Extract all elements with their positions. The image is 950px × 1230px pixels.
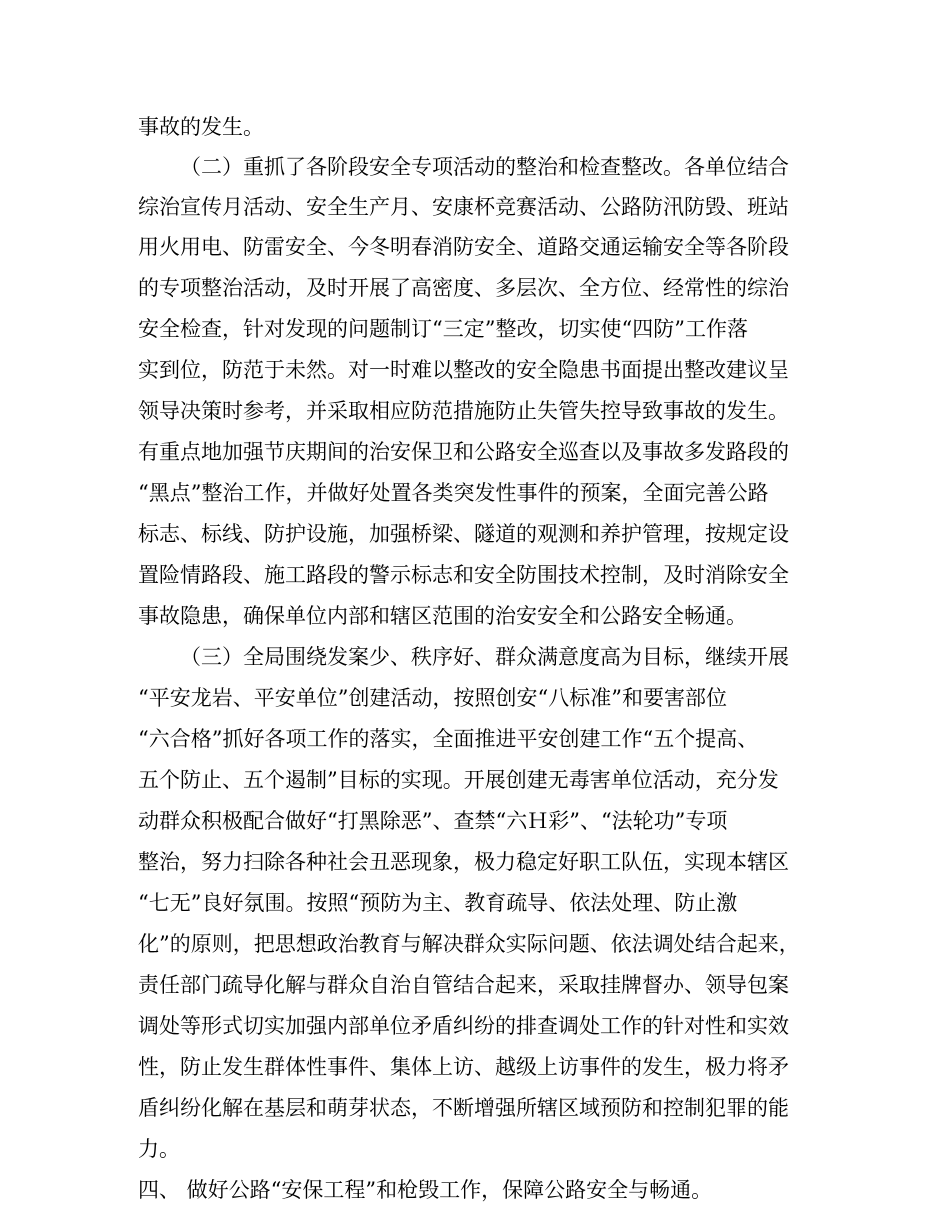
text-line: 标志、标线、防护设施，加强桥梁、隧道的观测和养护管理，按规定设 (138, 522, 789, 546)
text-line: 事故隐患，确保单位内部和辖区范围的治安安全和公路安全畅通。 (138, 604, 747, 628)
section-heading-4: 四、 做好公路“安保工程”和枪毁工作，保障公路安全与畅通。 (138, 1178, 713, 1202)
text-line: 综治宣传月活动、安全生产月、安康杯竞赛活动、公路防汛防毁、班站 (138, 195, 789, 219)
text-line: 五个防止、五个遏制”目标的实现。开展创建无毒害单位活动，充分发 (138, 768, 779, 792)
text-line: 领导决策时参考，并采取相应防范措施防止失管失控导致事故的发生。 (138, 399, 789, 423)
text-line: “六合格”抓好各项工作的落实，全面推进平安创建工作“五个提高、 (138, 727, 759, 751)
text-line: 整治，努力扫除各种社会丑恶现象，极力稳定好职工队伍，实现本辖区 (138, 850, 789, 874)
text-line: 有重点地加强节庆期间的治安保卫和公路安全巡查以及事故多发路段的 (138, 440, 789, 464)
text-line: 事故的发生。 (138, 115, 264, 139)
text-line: 用火用电、防雷安全、今冬明春消防安全、道路交通运输安全等各阶段 (138, 235, 789, 259)
paragraph-3-first-line: （三）全局围绕发案少、秩序好、群众满意度高为目标，继续开展 (180, 645, 789, 669)
text-line: 安全检查，针对发现的问题制订“三定”整改，切实使“四防”工作落 (138, 317, 748, 341)
text-line: 化”的原则，把思想政治教育与解决群众实际问题、依法调处结合起来， (138, 932, 800, 956)
text-line: 责任部门疏导化解与群众自治自管结合起来，采取挂牌督办、领导包案 (138, 973, 789, 997)
text-line: 的专项整治活动，及时开展了高密度、多层次、全方位、经常性的综治 (138, 276, 789, 300)
text-line: 性，防止发生群体性事件、集体上访、越级上访事件的发生，极力将矛 (138, 1055, 789, 1079)
text-line: 置险情路段、施工路段的警示标志和安全防围技术控制，及时消除安全 (138, 563, 789, 587)
text-line: 力。 (138, 1137, 180, 1161)
text-line: 盾纠纷化解在基层和萌芽状态，不断增强所辖区域预防和控制犯罪的能 (138, 1096, 789, 1120)
text-line: 实到位，防范于未然。对一时难以整改的安全隐患书面提出整改建议呈 (138, 358, 789, 382)
text-line: “平安龙岩、平安单位”创建活动，按照创安“八标准”和要害部位 (138, 686, 727, 710)
text-line: 动群众积极配合做好“打黑除恶”、查禁“六Ｈ彩”、“法轮功”专项 (138, 809, 728, 833)
paragraph-2-first-line: （二）重抓了各阶段安全专项活动的整治和检查整改。各单位结合 (180, 155, 789, 179)
text-line: “黑点”整治工作，并做好处置各类突发性事件的预案，全面完善公路 (138, 481, 769, 505)
text-line: “七无”良好氛围。按照“预防为主、教育疏导、依法处理、防止激 (138, 891, 738, 915)
text-line: 调处等形式切实加强内部单位矛盾纠纷的排查调处工作的针对性和实效 (138, 1014, 789, 1038)
